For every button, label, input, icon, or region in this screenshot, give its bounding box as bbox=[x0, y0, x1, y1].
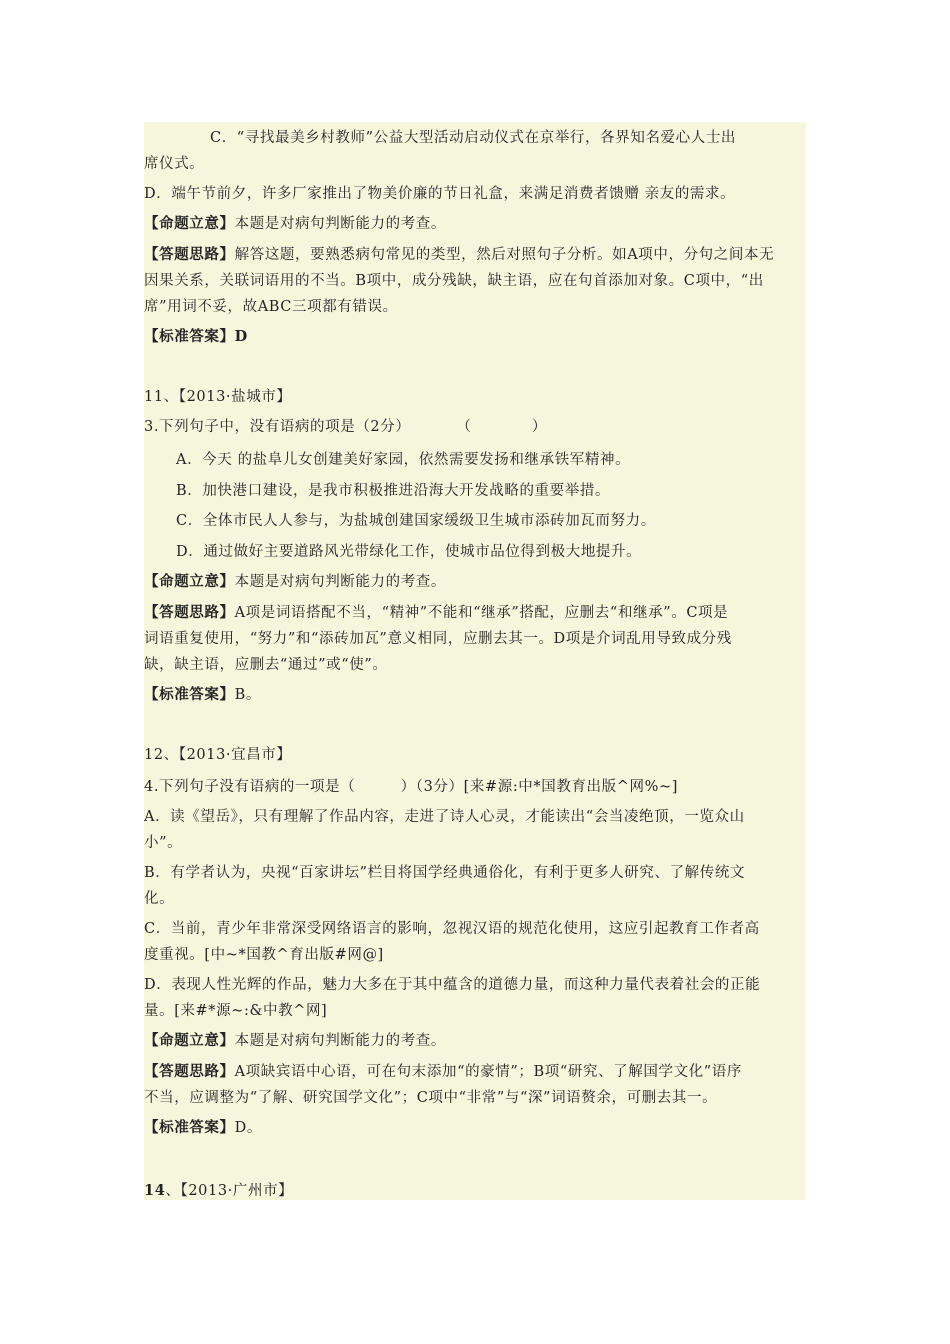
option-d-12-line1: D．表现人性光辉的作品，魅力大多在于其中蕴含的道德力量，而这种力量代表着社会的正能 bbox=[144, 977, 761, 993]
option-d-line: D．端午节前夕，许多厂家推出了物美价廉的节日礼盒，来满足消费者馈赠 亲友的需求。 bbox=[144, 186, 736, 202]
answer-line-2 bbox=[144, 682, 808, 708]
approach-line-1a bbox=[144, 242, 808, 268]
answer-text: D bbox=[234, 328, 248, 345]
intent-line-3 bbox=[144, 1028, 808, 1054]
approach-text: A项缺宾语中心语，可在句末添加“的豪情”；B项“研究、了解国学文化”语序 bbox=[234, 1064, 742, 1080]
question-text-12: 4.下列句子没有语病的一项是（ ）（3分）[来#源:中*国教育出版^网%~] bbox=[144, 779, 678, 795]
option-b-12-line1: B．有学者认为，央视“百家讲坛”栏目将国学经典通俗化，有利于更多人研究、了解传统文 bbox=[144, 865, 746, 881]
intent-text: 本题是对病句判断能力的考查。 bbox=[234, 1033, 447, 1049]
option-c-line1: C．“寻找最美乡村教师”公益大型活动启动仪式在京举行，各界知名爱心人士出 bbox=[210, 130, 737, 146]
option-c-line2: 席仪式。 bbox=[144, 156, 205, 172]
answer-text: D。 bbox=[234, 1120, 262, 1136]
question-number: 14 bbox=[144, 1182, 166, 1199]
approach-line-3b: 不当，应调整为“了解、研究国学文化”；C项中“非常”与“深”词语赘余，可删去其一。 bbox=[144, 1090, 718, 1106]
option-c-11: C．全体市民人人参与，为盐城创建国家缓级卫生城市添砖加瓦而努力。 bbox=[176, 513, 656, 529]
intent-label: 【命题立意】 bbox=[144, 1032, 235, 1049]
approach-line-2c: 缺，缺主语，应删去“通过”或“使”。 bbox=[144, 657, 388, 673]
option-c-12-line1: C．当前，青少年非常深受网络语言的影响，忽视汉语的规范化使用，这应引起教育工作者高 bbox=[144, 921, 760, 937]
intent-text: 本题是对病句判断能力的考查。 bbox=[234, 216, 447, 232]
option-a-12-line1: A．读《望岳》，只有理解了作品内容，走进了诗人心灵，才能读出“会当凌绝顶，一览众山 bbox=[144, 809, 745, 825]
approach-line-3a bbox=[144, 1059, 808, 1085]
question-heading-12: 12、【2013·宜昌市】 bbox=[144, 747, 292, 763]
intent-line-1 bbox=[144, 211, 808, 237]
answer-line-3 bbox=[144, 1115, 808, 1141]
answer-text: B。 bbox=[234, 687, 261, 703]
answer-label: 【标准答案】 bbox=[144, 686, 235, 703]
approach-line-1c: 席”用词不妥，故ABC三项都有错误。 bbox=[144, 299, 398, 315]
option-a-12-line2: 小”。 bbox=[144, 835, 183, 851]
option-c-12-line2: 度重视。[中~*国教^育出版#网@] bbox=[144, 947, 384, 963]
answer-label: 【标准答案】 bbox=[144, 1119, 235, 1136]
approach-label: 【答题思路】 bbox=[144, 1063, 235, 1080]
question-heading-11: 11、【2013·盐城市】 bbox=[144, 389, 292, 405]
question-text-11: 3.下列句子中，没有语病的项是（2分） （ ） bbox=[144, 419, 547, 435]
question-source: 、【2013·广州市】 bbox=[165, 1183, 294, 1199]
approach-line-2a bbox=[144, 600, 808, 626]
approach-line-1b: 因果关系，关联词语用的不当。B项中，成分残缺，缺主语，应在句首添加对象。C项中，“出 bbox=[144, 273, 764, 289]
approach-line-2b: 词语重复使用，“努力”和“添砖加瓦”意义相同，应删去其一。D项是介词乱用导致成分残 bbox=[144, 631, 732, 647]
intent-text: 本题是对病句判断能力的考查。 bbox=[234, 574, 447, 590]
intent-label: 【命题立意】 bbox=[144, 573, 235, 590]
option-b-12-line2: 化。 bbox=[144, 891, 175, 907]
approach-text: 解答这题，要熟悉病句常见的类型，然后对照句子分析。如A项中，分句之间本无 bbox=[234, 247, 775, 263]
option-d-12-line2: 量。[来#*源~:&中教^网] bbox=[144, 1003, 328, 1019]
approach-label: 【答题思路】 bbox=[144, 246, 235, 263]
option-a-11: A．今天 的盐阜儿女创建美好家园，依然需要发扬和继承铁军精神。 bbox=[176, 452, 631, 468]
answer-label: 【标准答案】 bbox=[144, 328, 235, 345]
approach-label: 【答题思路】 bbox=[144, 604, 235, 621]
option-b-11: B．加快港口建设，是我市积极推进沿海大开发战略的重要举措。 bbox=[176, 483, 611, 499]
approach-text: A项是词语搭配不当，“精神”不能和“继承”搭配，应删去“和继承”。C项是 bbox=[234, 605, 729, 621]
question-heading-14 bbox=[144, 1178, 808, 1204]
intent-label: 【命题立意】 bbox=[144, 215, 235, 232]
intent-line-2 bbox=[144, 569, 808, 595]
option-d-11: D．通过做好主要道路风光带绿化工作，使城市品位得到极大地提升。 bbox=[176, 544, 642, 560]
answer-line-1 bbox=[144, 324, 808, 350]
